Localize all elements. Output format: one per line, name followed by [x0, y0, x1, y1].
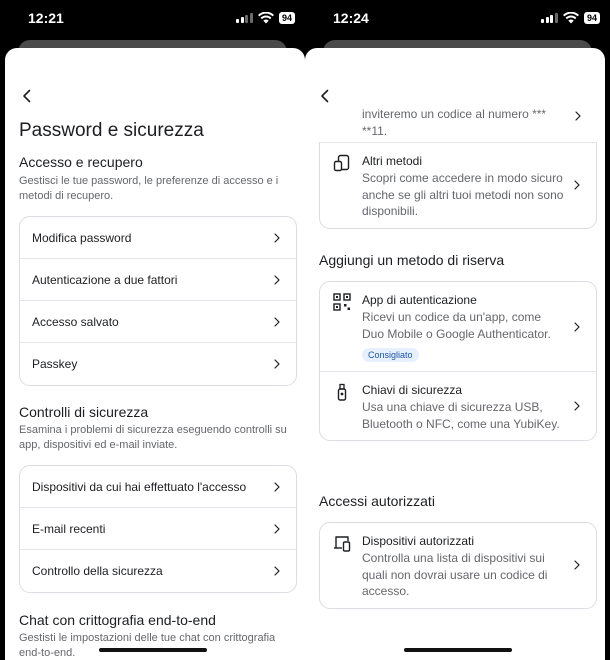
- chevron-right-icon: [272, 566, 282, 576]
- back-arrow-icon: [318, 89, 332, 103]
- status-bar: [0, 0, 305, 36]
- chevron-right-icon: [272, 524, 282, 534]
- chevron-right-icon: [272, 359, 282, 369]
- chevron-right-icon: [572, 560, 582, 570]
- scrolled-text: inviteremo un codice al numero *** **11.: [362, 107, 547, 138]
- home-indicator[interactable]: [404, 648, 512, 652]
- menu-item-passkey[interactable]: Passkey: [20, 343, 296, 385]
- right-phone-screen: [305, 0, 610, 660]
- menu-item-recent-emails[interactable]: E-mail recenti: [20, 508, 296, 550]
- back-arrow-icon: [20, 89, 34, 103]
- status-time: 12:24: [333, 10, 369, 26]
- menu-item-other-methods[interactable]: Altri metodi Scopri come accedere in modo sicuro anche se gli altri tuoi metodi non sono disponibili.: [320, 142, 596, 228]
- menu-item-change-password[interactable]: Modifica password: [20, 217, 296, 259]
- signal-icon: [541, 13, 558, 23]
- menu-item-security-check[interactable]: Controllo della sicurezza: [20, 550, 296, 592]
- wifi-icon: [563, 12, 579, 24]
- menu-item-security-keys[interactable]: Chiavi di sicurezza Usa una chiave di sicurezza USB, Bluetooth o NFC, come una YubiKey.: [320, 372, 596, 440]
- status-time: 12:21: [28, 10, 64, 26]
- chevron-right-icon: [572, 401, 582, 411]
- section-heading-authorized: Accessi autorizzati: [319, 493, 435, 509]
- chevron-right-icon: [572, 180, 582, 190]
- section-heading-access: Accesso e recupero: [19, 154, 143, 170]
- chevron-right-icon: [272, 233, 282, 243]
- settings-sheet: [5, 48, 305, 660]
- chevron-right-icon: [272, 275, 282, 285]
- chevron-right-icon: [572, 322, 582, 332]
- wifi-icon: [258, 12, 274, 24]
- menu-item-logged-devices[interactable]: Dispositivi da cui hai effettuato l'accesso: [20, 466, 296, 508]
- chevron-right-icon: [272, 482, 282, 492]
- recommended-badge: Consigliato: [362, 348, 419, 362]
- access-card: [19, 216, 297, 386]
- back-button[interactable]: [15, 84, 39, 108]
- security-key-icon: [332, 382, 352, 402]
- page-title: Password e sicurezza: [19, 120, 204, 141]
- back-button[interactable]: [313, 84, 337, 108]
- settings-sheet: [305, 48, 605, 660]
- section-heading-checks: Controlli di sicurezza: [19, 404, 149, 420]
- menu-item-two-factor[interactable]: Autenticazione a due fattori: [20, 259, 296, 301]
- battery-icon: 94: [279, 12, 295, 24]
- checks-card: [19, 465, 297, 593]
- menu-item-authorized-devices[interactable]: Dispositivi autorizzati Controlla una lista di dispositivi sui quali non dovrai usare un codice di accesso.: [320, 523, 596, 608]
- authorized-card: [319, 522, 597, 609]
- section-heading-backup: Aggiungi un metodo di riserva: [319, 252, 505, 268]
- menu-item-saved-login[interactable]: Accesso salvato: [20, 301, 296, 343]
- signal-icon: [236, 13, 253, 23]
- devices-icon: [332, 153, 352, 173]
- chevron-right-icon: [272, 317, 282, 327]
- section-desc-access: Gestisci le tue password, le preferenze di accesso e i metodi di recupero.: [19, 175, 279, 202]
- qr-code-icon: [332, 292, 352, 312]
- section-desc-chat: Gestisti le impostazioni delle tue chat con crittografia end-to-end.: [19, 632, 276, 659]
- other-methods-card: [319, 142, 597, 229]
- home-indicator[interactable]: [99, 648, 207, 652]
- section-heading-chat: Chat con crittografia end-to-end: [19, 612, 216, 628]
- authorized-device-icon: [332, 533, 352, 553]
- chevron-right-icon: [573, 111, 583, 121]
- status-bar: [305, 0, 610, 36]
- section-desc-checks: Esamina i problemi di sicurezza eseguendo controlli su app, dispositivi ed e-mail inviate.: [19, 424, 287, 451]
- backup-card: [319, 281, 597, 441]
- battery-icon: 94: [584, 12, 600, 24]
- menu-item-auth-app[interactable]: App di autenticazione Ricevi un codice da un'app, come Duo Mobile o Google Authenticator. Consigliato: [320, 282, 596, 372]
